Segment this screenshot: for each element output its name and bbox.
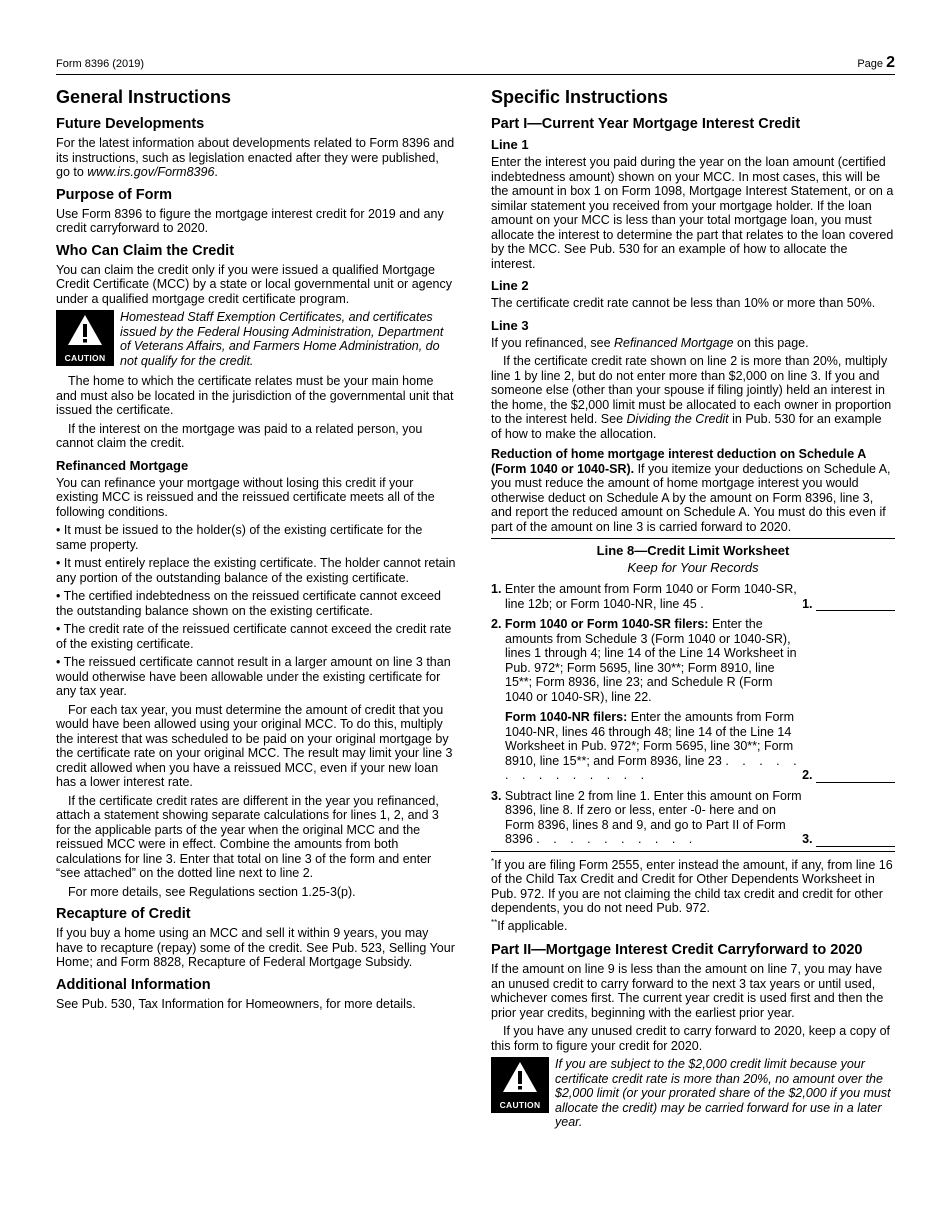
line1-heading: Line 1 <box>491 137 529 152</box>
refinanced-bullet: • It must entirely replace the existing certificate. The holder cannot retain any portion of the outstanding balance of the existing certificate. <box>56 556 456 585</box>
worksheet-line-1-input[interactable] <box>816 598 895 611</box>
footnote-1: *If you are filing Form 2555, enter instead the amount, if any, from line 16 of the Child Tax Credit and Credit for Other Dependents Worksheet in Pub. 972. If you are not claiming the child tax credit and credit for other dependents, you do not need Pub. 972. <box>491 856 893 915</box>
footnote-2: **If applicable. <box>491 917 568 933</box>
worksheet-line-3: 3. Subtract line 2 from line 1. Enter this amount on Form 8396, line 8. If zero or less, enter -0- here and on Form 8396, lines 8 and 9, and go to Part II of Form 8396 . . . . . . . . . . 3. <box>491 789 895 847</box>
purpose-text: Use Form 8396 to figure the mortgage interest credit for 2019 and any credit carryforward to 2020. <box>56 206 444 235</box>
caution-note-homestead <box>56 310 456 368</box>
refinanced-intro: You can refinance your mortgage without losing this credit if your existing MCC is reissued and the reissued certificate meets all of the following conditions. <box>56 475 435 519</box>
line1-text: Enter the interest you paid during the year on the loan amount (certified indebtedness amount) shown on your MCC. In most cases, this will be the amount in box 1 on Form 1098, Mortgage Interest Statement, or on a similar statement you received from your mortgage holder. If the loan amount on your MCC is less than your total mortgage loan, you must allocate the interest to determine the part that relates to the loan covered by the MCC. See Pub. 530 for an example of how to allocate the interest. <box>491 155 894 271</box>
left-column <box>56 86 456 1015</box>
purpose-heading: Purpose of Form <box>56 186 173 203</box>
refinanced-bullet: • It must be issued to the holder(s) of the existing certificate for the same property. <box>56 523 423 552</box>
specific-instructions-title: Specific Instructions <box>491 87 669 107</box>
page-header <box>56 52 895 75</box>
who-can-claim-main-home: The home to which the certificate relates must be your main home and must also be located in the jurisdiction of the governmental unit that issued the certificate. <box>56 374 454 417</box>
part2-text: If the amount on line 9 is less than the amount on line 7, you may have an unused credit to carry forward to the next 3 tax years or until used, whichever comes first. The current year credit is used first and then the prior year credits, beginning with the earliest prior year. <box>491 962 884 1020</box>
worksheet-line-2a: 2. Form 1040 or Form 1040-SR filers: Enter the amounts from Schedule 3 (Form 1040 or 1040-SR), lines 1 through 4; line 14 of the Line 14 Worksheet in Pub. 972*; Form 5695, line 30**; Form 8910, line 15**; Form 8936, line 23; and Schedule R (Form 1040 or 1040-SR), line 22. <box>491 617 797 704</box>
general-instructions-title: General Instructions <box>56 87 232 107</box>
recapture-text: If you buy a home using an MCC and sell it within 9 years, you may have to recapture (repay) some of the credit. See Pub. 523, Selling Your Home; and Form 8828, Recapture of Federal Mortgage Subsidy. <box>56 926 455 969</box>
refinanced-bullet: • The credit rate of the reissued certificate cannot exceed the credit rate of the existing certificate. <box>56 622 452 651</box>
future-developments-heading: Future Developments <box>56 116 205 132</box>
caution-text: Homestead Staff Exemption Certificates, and certificates issued by the Federal Housing Administration, Department of Veterans Affairs, and Farmers Home Administration, do not qualify for the credit. <box>120 310 444 368</box>
line2-text: The certificate credit rate cannot be less than 10% or more than 50%. <box>491 296 876 310</box>
reduction-text: Reduction of home mortgage interest deduction on Schedule A (Form 1040 or 1040-SR). If you itemize your deductions on Schedule A, you must reduce the amount of home mortgage interest you would otherwise deduct on Schedule A by the amount on Form 8396, line 3, and report the reduced amount on Schedule A. You must do this even if part of the amount on line 3 is carried forward to 2020. <box>491 447 891 534</box>
form-label: Form 8396 (2019) <box>56 58 145 70</box>
worksheet-line-1: 1. Enter the amount from Form 1040 or Form 1040-SR, line 12b; or Form 1040-NR, line 45 . 1. <box>491 582 895 611</box>
caution-note-carryforward <box>491 1057 895 1130</box>
worksheet-title: Line 8—Credit Limit Worksheet <box>596 543 790 558</box>
right-column <box>491 86 895 1136</box>
irs-link[interactable]: www.irs.gov/Form8396 <box>87 165 215 179</box>
credit-limit-worksheet <box>491 538 895 852</box>
refinanced-mortgage-heading: Refinanced Mortgage <box>56 457 189 473</box>
caution-icon: CAUTION <box>56 310 114 366</box>
caution-text: If you are subject to the $2,000 credit limit because your certificate credit rate is more than 20%, no amount over the $2,000 limit (or your prorated share of the $2,000 if you must allocate the credit) may be carried forward for use in a later year. <box>555 1057 891 1129</box>
line3-limit-text: If the certificate credit rate shown on line 2 is more than 20%, multiply line 1 by line 2, but do not enter more than $2,000 on line 3. If you and someone else (other than your spouse if filing jointly) held an interest in the home, the $2,000 limit must be allocated to each owner in proportion to the interest held. See Dividing the Credit in Pub. 530 for an example of how to make the allocation. <box>491 354 892 441</box>
worksheet-line-2: Form 1040-NR filers: Enter the amounts from Form 1040-NR, lines 46 through 48; line 14 of the Line 14 Worksheet in Pub. 972*; Form 5695, line 30**; Form 8910, line 15**; and Form 8936, line 23 . . . . . . . . . . . . . . 2. <box>491 710 895 783</box>
additional-information-heading: Additional Information <box>56 976 211 993</box>
part1-heading: Part I—Current Year Mortgage Interest Credit <box>491 116 801 132</box>
worksheet-line-2-input[interactable] <box>816 770 895 783</box>
who-can-claim-related-person: If the interest on the mortgage was paid to a related person, you cannot claim the credit. <box>56 421 423 450</box>
who-can-claim-heading: Who Can Claim the Credit <box>56 242 235 259</box>
page-number: Page 2 <box>857 54 895 71</box>
caution-icon: CAUTION <box>491 1057 549 1113</box>
line3-heading: Line 3 <box>491 317 529 333</box>
part2-keep-copy-text: If you have any unused credit to carry forward to 2020, keep a copy of this form to figure your credit for 2020. <box>491 1024 891 1053</box>
refinanced-bullet: • The reissued certificate cannot result in a larger amount on line 3 than would otherwise have been allowable under the existing certificate for any tax year. <box>56 655 451 698</box>
who-can-claim-text: You can claim the credit only if you were issued a qualified Mortgage Credit Certificate (MCC) by a state or local governmental unit or agency under a qualified mortgage credit certificate program. <box>56 262 452 306</box>
future-developments-text: For the latest information about developments related to Form 8396 and its instructions, such as legislation enacted after they were published, go to www.irs.gov/Form8396. <box>56 136 455 179</box>
recapture-heading: Recapture of Credit <box>56 906 191 922</box>
refinanced-bullet: • The certified indebtedness on the reissued certificate cannot exceed the outstanding balance shown on the existing certificate. <box>56 589 441 618</box>
additional-information-text: See Pub. 530, Tax Information for Homeowners, for more details. <box>56 996 416 1011</box>
part2-heading: Part II—Mortgage Interest Credit Carryforward to 2020 <box>491 942 863 958</box>
refinanced-rates-text: If the certificate credit rates are different in the year you refinanced, attach a statement showing separate calculations for lines 1, 2, and 3 for the applicable parts of the year when the original MCC and the reissued MCC were in effect. Combine the amounts from both calculations for line 3. Enter that total on line 3 of the form and enter “see attached” on the dotted line next to line 2. <box>56 793 439 880</box>
refinanced-tax-year-text: For each tax year, you must determine the amount of credit that you would have been allowed using your original MCC. To do this, multiply the interest that was scheduled to be paid on your original mortgage by the certificate rate on your original MCC. The result may limit your line 3 credit allowed when you have a reissued MCC, even if your new loan has a lower interest rate. <box>56 702 453 789</box>
line2-heading: Line 2 <box>491 278 529 293</box>
refinanced-regulations-text: For more details, see Regulations section 1.25-3(p). <box>68 884 356 899</box>
worksheet-line-3-input[interactable] <box>816 834 895 847</box>
worksheet-subtitle: Keep for Your Records <box>627 560 759 575</box>
line3-refinanced-text: If you refinanced, see Refinanced Mortgage on this page. <box>491 335 809 350</box>
